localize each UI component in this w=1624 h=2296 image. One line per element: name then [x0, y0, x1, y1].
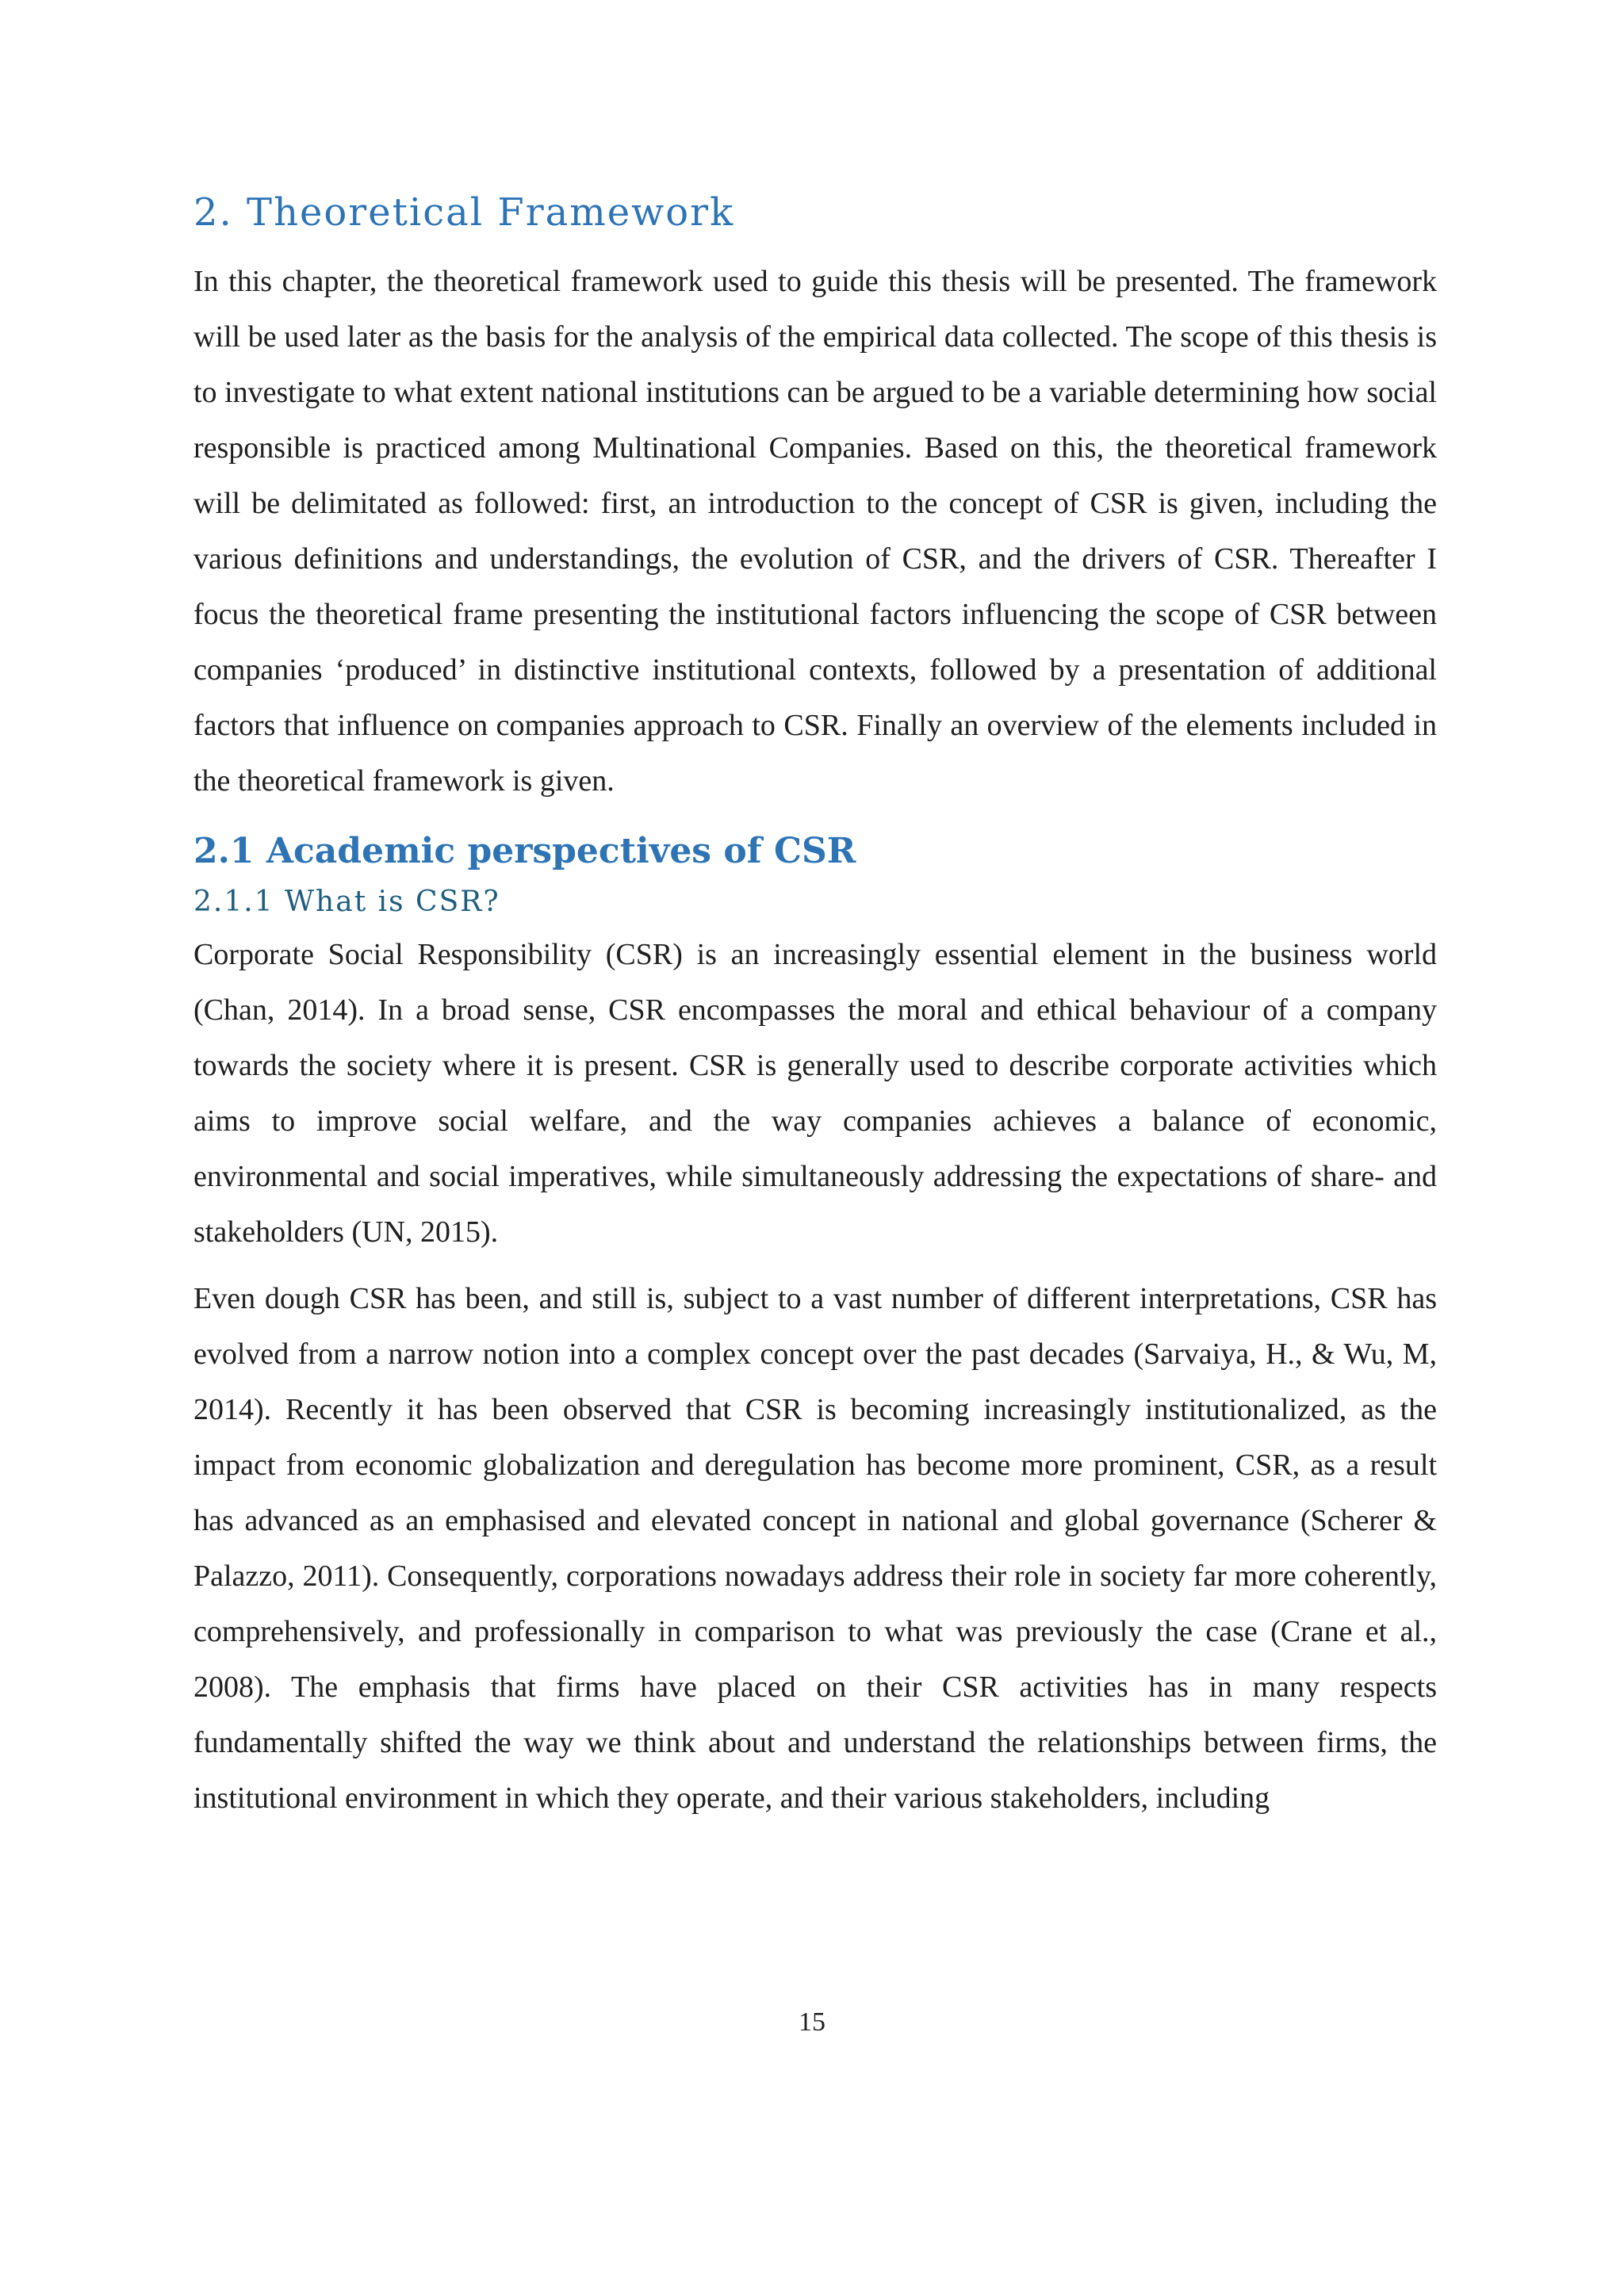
section-title: 2.1 Academic perspectives of CSR — [193, 830, 856, 871]
page-content — [193, 190, 1437, 1826]
body-paragraph-1: Corporate Social Responsibility (CSR) is an increasingly essential element in the business world (Chan, 2014). In a broad sense, CSR encompasses the moral and ethical behaviour of a company towards the society where it is present. CSR is generally used to describe corporate activities which aims to improve social welfare, and the way companies achieves a balance of economic, environmental and social imperatives, while simultaneously addressing the expectations of share- and stakeholders (UN, 2015). — [193, 938, 1437, 1249]
chapter-title: 2. Theoretical Framework — [193, 190, 735, 235]
body-paragraph-2: Even dough CSR has been, and still is, subject to a vast number of different interpretations, CSR has evolved from a narrow notion into a complex concept over the past decades (Sarvaiya, H., & Wu, M, 2014). Recently it has been observed that CSR is becoming increasingly institutionalized, as the impact from economic globalization and deregulation has become more prominent, CSR, as a result has advanced as an emphasised and elevated concept in national and global governance (Scherer & Palazzo, 2011). Consequently, corporations nowadays address their role in society far more coherently, comprehensively, and professionally in comparison to what was previously the case (Crane et al., 2008). The emphasis that firms have placed on their CSR activities has in many respects fundamentally shifted the way we think about and understand the relationships between firms, the institutional environment in which they operate, and their various stakeholders, including — [193, 1282, 1437, 1816]
page-number: 15 — [799, 2007, 825, 2037]
subsection-title: 2.1.1 What is CSR? — [193, 885, 500, 918]
chapter-intro-paragraph: In this chapter, the theoretical framework used to guide this thesis will be presented. The framework will be used later as the basis for the analysis of the empirical data collected. The scope of this thesis is to investigate to what extent national institutions can be argued to be a variable determining how social responsible is practiced among Multinational Companies. Based on this, the theoretical framework will be delimitated as followed: first, an introduction to the concept of CSR is given, including the various definitions and understandings, the evolution of CSR, and the drivers of CSR. Thereafter I focus the theoretical frame presenting the institutional factors influencing the scope of CSR between companies ‘produced’ in distinctive institutional contexts, followed by a presentation of additional factors that influence on companies approach to CSR. Finally an overview of the elements included in the theoretical framework is given. — [193, 264, 1437, 798]
